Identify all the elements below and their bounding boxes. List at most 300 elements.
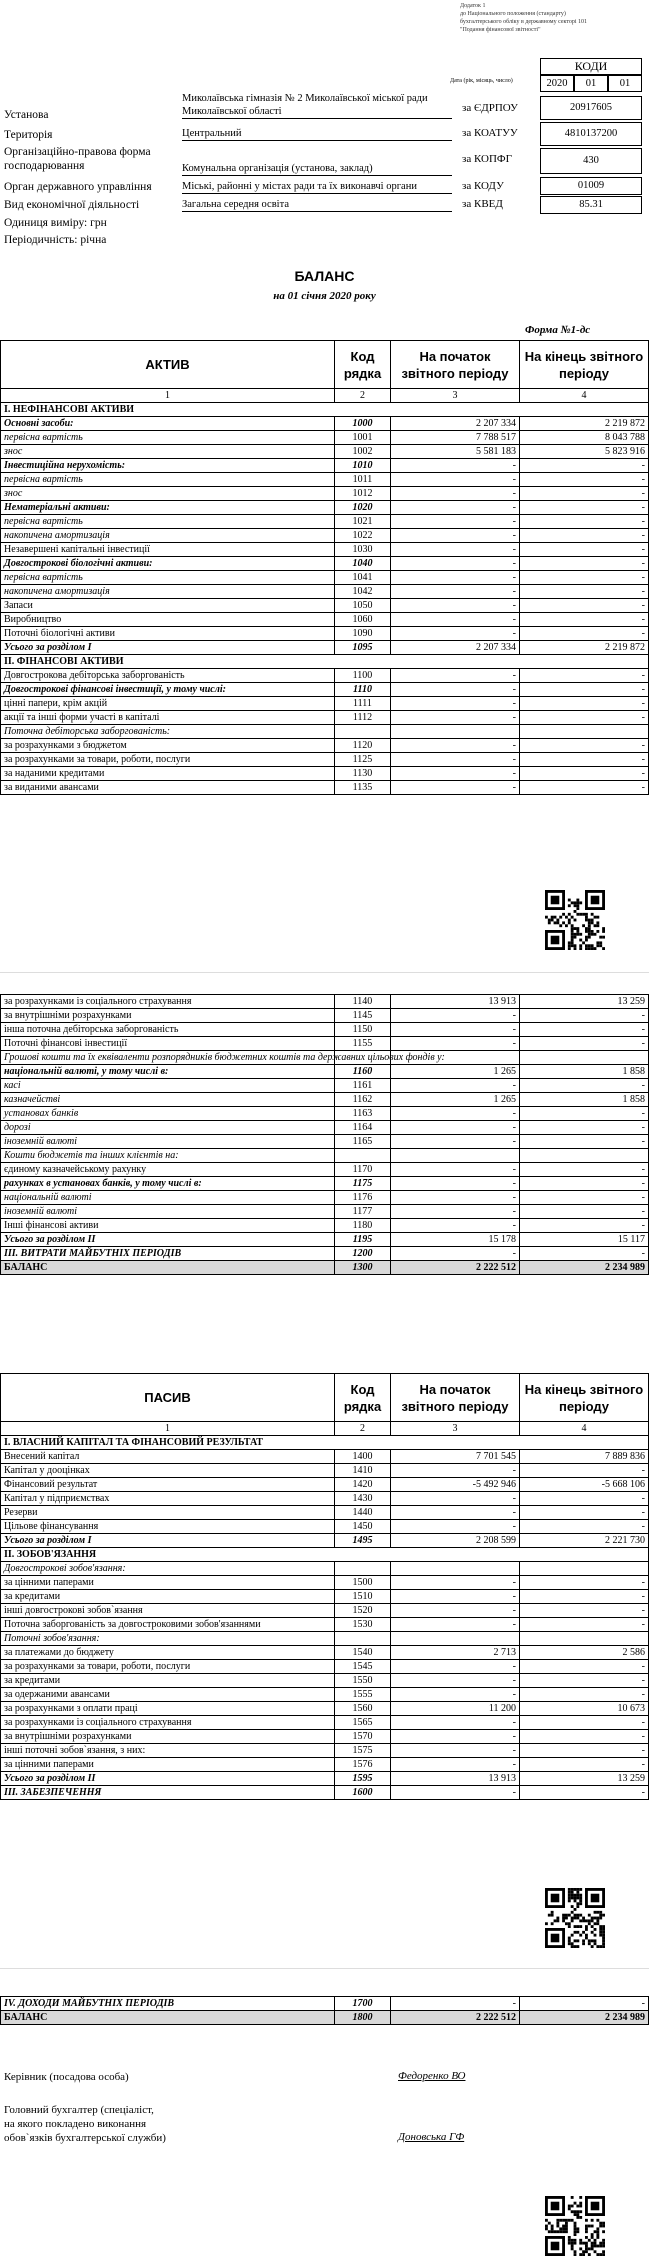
row-start-value: - xyxy=(391,1121,520,1135)
table-row xyxy=(1,1107,649,1121)
table-row xyxy=(1,995,649,1009)
row-end-value: - xyxy=(520,1191,649,1205)
row-name: за розрахунками з бюджетом xyxy=(1,739,335,753)
row-start-value: 7 701 545 xyxy=(391,1450,520,1464)
row-end-value: 2 586 xyxy=(520,1646,649,1660)
row-code: 1420 xyxy=(335,1478,391,1492)
table-row xyxy=(1,1646,649,1660)
table-row xyxy=(1,1492,649,1506)
table-row xyxy=(1,613,649,627)
table-row xyxy=(1,1618,649,1632)
kopfg-code: 430 xyxy=(540,148,642,174)
row-name: Запаси xyxy=(1,599,335,613)
row-end-value: - xyxy=(520,739,649,753)
row-start-value: - xyxy=(391,1023,520,1037)
table-row xyxy=(1,1093,649,1107)
row-code: 1012 xyxy=(335,487,391,501)
row-start-value: 2 207 334 xyxy=(391,417,520,431)
row-code: 1111 xyxy=(335,697,391,711)
row-code: 1450 xyxy=(335,1520,391,1534)
row-end-value: - xyxy=(520,459,649,473)
row-end-value: 8 043 788 xyxy=(520,431,649,445)
col-index: 1 xyxy=(1,1422,335,1436)
row-name: Поточні фінансові інвестиції xyxy=(1,1037,335,1051)
row-name: Усього за розділом II xyxy=(1,1772,335,1786)
row-start-value: - xyxy=(391,1590,520,1604)
table-row xyxy=(1,1121,649,1135)
row-code: 1200 xyxy=(335,1247,391,1261)
table-row xyxy=(1,1702,649,1716)
row-name: Резерви xyxy=(1,1506,335,1520)
table-row xyxy=(1,683,649,697)
page-separator xyxy=(0,1968,649,1969)
row-start-value: - xyxy=(391,1604,520,1618)
row-code: 1555 xyxy=(335,1688,391,1702)
territory-value: Центральний xyxy=(182,127,452,141)
row-name: Інші фінансові активи xyxy=(1,1219,335,1233)
row-name: I. ВЛАСНИЙ КАПІТАЛ ТА ФІНАНСОВИЙ РЕЗУЛЬТАТ xyxy=(1,1436,649,1450)
row-code: 1160 xyxy=(335,1065,391,1079)
date-day: 01 xyxy=(608,75,642,92)
table-row xyxy=(1,1037,649,1051)
row-code: 1520 xyxy=(335,1604,391,1618)
row-end-value: 1 858 xyxy=(520,1093,649,1107)
row-name: за кредитами xyxy=(1,1590,335,1604)
row-name: Капітал у дооцінках xyxy=(1,1464,335,1478)
row-start-value: - xyxy=(391,1997,520,2011)
table-row xyxy=(1,1051,649,1065)
row-name: Виробництво xyxy=(1,613,335,627)
row-code: 1510 xyxy=(335,1590,391,1604)
row-end-value: - xyxy=(520,1023,649,1037)
row-start-value: 5 581 183 xyxy=(391,445,520,459)
table-row xyxy=(1,1191,649,1205)
row-code: 1030 xyxy=(335,543,391,557)
col-start: На початок звітного періоду xyxy=(391,1374,520,1422)
row-start-value xyxy=(391,1562,520,1576)
table-row xyxy=(1,1436,649,1450)
row-name: за розрахунками за товари, роботи, послуги xyxy=(1,1660,335,1674)
pasiv-table xyxy=(0,1373,649,1800)
table-row xyxy=(1,1464,649,1478)
row-start-value: - xyxy=(391,459,520,473)
table-row xyxy=(1,1772,649,1786)
row-code: 1011 xyxy=(335,473,391,487)
row-start-value: - xyxy=(391,1219,520,1233)
row-start-value: - xyxy=(391,1758,520,1772)
koatuu-label: за КОАТУУ xyxy=(462,127,518,139)
row-start-value: - xyxy=(391,1506,520,1520)
table-row xyxy=(1,1744,649,1758)
row-end-value xyxy=(520,1149,649,1163)
row-end-value: - xyxy=(520,1520,649,1534)
table-row xyxy=(1,1149,649,1163)
row-code: 1545 xyxy=(335,1660,391,1674)
org-label: Установа xyxy=(4,109,49,121)
kopfg-label-code: за КОПФГ xyxy=(462,153,512,165)
table-row xyxy=(1,1997,649,2011)
table-row xyxy=(1,445,649,459)
edrpou-label: за ЄДРПОУ xyxy=(462,102,518,114)
row-code: 1700 xyxy=(335,1997,391,2011)
kopfg-value: Комунальна організація (установа, заклад) xyxy=(182,162,452,176)
row-end-value: 13 259 xyxy=(520,1772,649,1786)
row-name: БАЛАНС xyxy=(1,1261,335,1275)
row-start-value: - xyxy=(391,1674,520,1688)
row-name: Капітал у підприємствах xyxy=(1,1492,335,1506)
row-start-value: 1 265 xyxy=(391,1093,520,1107)
table-row xyxy=(1,403,649,417)
row-end-value: - xyxy=(520,1506,649,1520)
row-end-value: - xyxy=(520,1576,649,1590)
table-row xyxy=(1,1478,649,1492)
row-end-value: 2 234 989 xyxy=(520,2011,649,2025)
row-name: за наданими кредитами xyxy=(1,767,335,781)
head-name: Федоренко ВО xyxy=(398,2070,466,2082)
row-end-value: - xyxy=(520,1618,649,1632)
row-code: 1400 xyxy=(335,1450,391,1464)
row-code xyxy=(335,1632,391,1646)
row-start-value: 15 178 xyxy=(391,1233,520,1247)
row-code: 1165 xyxy=(335,1135,391,1149)
qr-code-icon xyxy=(545,1888,605,1954)
col-index: 3 xyxy=(391,389,520,403)
row-end-value: - xyxy=(520,683,649,697)
row-name: Фінансовий результат xyxy=(1,1478,335,1492)
row-code: 1100 xyxy=(335,669,391,683)
date-month: 01 xyxy=(574,75,608,92)
row-code: 1060 xyxy=(335,613,391,627)
row-start-value: - xyxy=(391,1191,520,1205)
row-end-value: - xyxy=(520,1590,649,1604)
row-name: Поточна дебіторська заборгованість: xyxy=(1,725,335,739)
row-code: 1010 xyxy=(335,459,391,473)
row-code: 1140 xyxy=(335,995,391,1009)
row-name: за виданими авансами xyxy=(1,781,335,795)
row-code: 1595 xyxy=(335,1772,391,1786)
row-end-value: - xyxy=(520,669,649,683)
row-code: 1530 xyxy=(335,1618,391,1632)
row-end-value: - xyxy=(520,1758,649,1772)
row-end-value: 13 259 xyxy=(520,995,649,1009)
row-name: за внутрішніми розрахунками xyxy=(1,1730,335,1744)
row-code: 1050 xyxy=(335,599,391,613)
table-row xyxy=(1,459,649,473)
accountant-label: Головний бухгалтер (спеціаліст, на якого покладено виконання обов`язків бухгалтерської служби) xyxy=(4,2104,166,2144)
row-end-value: - xyxy=(520,1247,649,1261)
table-row xyxy=(1,1548,649,1562)
row-code: 1495 xyxy=(335,1534,391,1548)
table-row xyxy=(1,1632,649,1646)
row-start-value xyxy=(391,1149,520,1163)
row-start-value: - xyxy=(391,1009,520,1023)
row-end-value: - xyxy=(520,613,649,627)
row-code: 1001 xyxy=(335,431,391,445)
table-row xyxy=(1,655,649,669)
row-name: Усього за розділом II xyxy=(1,1233,335,1247)
row-name: касі xyxy=(1,1079,335,1093)
row-start-value: - xyxy=(391,1247,520,1261)
row-name: Цільове фінансування xyxy=(1,1520,335,1534)
row-name: іноземній валюті xyxy=(1,1205,335,1219)
row-name: III. ВИТРАТИ МАЙБУТНІХ ПЕРІОДІВ xyxy=(1,1247,335,1261)
row-name: іноземній валюті xyxy=(1,1135,335,1149)
row-end-value: - xyxy=(520,473,649,487)
row-start-value: - xyxy=(391,1730,520,1744)
row-end-value: - xyxy=(520,529,649,543)
table-row xyxy=(1,1163,649,1177)
row-end-value: -5 668 106 xyxy=(520,1478,649,1492)
row-code: 1195 xyxy=(335,1233,391,1247)
row-code: 1022 xyxy=(335,529,391,543)
kodu-label-code: за КОДУ xyxy=(462,180,504,192)
table-row xyxy=(1,1023,649,1037)
row-code: 1170 xyxy=(335,1163,391,1177)
row-start-value: - xyxy=(391,1660,520,1674)
kopfg-label: Організаційно-правова форма господарювання xyxy=(4,146,151,172)
row-code: 1040 xyxy=(335,557,391,571)
row-end-value: 2 219 872 xyxy=(520,641,649,655)
col-pasiv: ПАСИВ xyxy=(1,1374,335,1422)
row-code: 1021 xyxy=(335,515,391,529)
row-name: знос xyxy=(1,487,335,501)
row-code: 1440 xyxy=(335,1506,391,1520)
row-code: 1550 xyxy=(335,1674,391,1688)
table-row xyxy=(1,1079,649,1093)
row-code: 1600 xyxy=(335,1786,391,1800)
row-start-value: - xyxy=(391,669,520,683)
row-code: 1163 xyxy=(335,1107,391,1121)
row-code: 1145 xyxy=(335,1009,391,1023)
row-name: інші довгострокові зобов`язання xyxy=(1,1604,335,1618)
row-start-value: - xyxy=(391,711,520,725)
row-end-value: - xyxy=(520,1107,649,1121)
row-name: за внутрішніми розрахунками xyxy=(1,1009,335,1023)
row-code: 1560 xyxy=(335,1702,391,1716)
row-end-value: - xyxy=(520,1037,649,1051)
row-start-value: - xyxy=(391,753,520,767)
row-start-value: - xyxy=(391,1037,520,1051)
row-name: за цінними паперами xyxy=(1,1758,335,1772)
row-code: 1800 xyxy=(335,2011,391,2025)
table-row xyxy=(1,767,649,781)
page-subtitle: на 01 січня 2020 року xyxy=(273,290,376,302)
row-start-value: - xyxy=(391,585,520,599)
row-end-value: - xyxy=(520,1716,649,1730)
col-index: 2 xyxy=(335,389,391,403)
table-row xyxy=(1,1009,649,1023)
row-start-value xyxy=(391,725,520,739)
row-start-value: - xyxy=(391,1716,520,1730)
table-row xyxy=(1,1758,649,1772)
row-code: 1540 xyxy=(335,1646,391,1660)
row-start-value: - xyxy=(391,1163,520,1177)
row-name: Усього за розділом I xyxy=(1,641,335,655)
edrpou-code: 20917605 xyxy=(540,96,642,120)
row-end-value: - xyxy=(520,1079,649,1093)
row-code: 1042 xyxy=(335,585,391,599)
koatuu-code: 4810137200 xyxy=(540,122,642,146)
row-start-value: - xyxy=(391,697,520,711)
row-start-value: 2 222 512 xyxy=(391,2011,520,2025)
row-code: 1150 xyxy=(335,1023,391,1037)
row-start-value: - xyxy=(391,1205,520,1219)
row-end-value: - xyxy=(520,557,649,571)
row-code: 1112 xyxy=(335,711,391,725)
row-name: акції та інші форми участі в капіталі xyxy=(1,711,335,725)
row-name: інші поточні зобов`язання, з них: xyxy=(1,1744,335,1758)
row-name: установах банків xyxy=(1,1107,335,1121)
col-code: Код рядка xyxy=(335,1374,391,1422)
row-code: 1576 xyxy=(335,1758,391,1772)
codes-title: КОДИ xyxy=(540,58,642,75)
row-start-value: - xyxy=(391,1688,520,1702)
table-row xyxy=(1,711,649,725)
row-name: за одержаними авансами xyxy=(1,1688,335,1702)
table-row xyxy=(1,473,649,487)
table-row xyxy=(1,1135,649,1149)
col-end: На кінець звітного періоду xyxy=(520,1374,649,1422)
row-end-value: 2 234 989 xyxy=(520,1261,649,1275)
row-name: інша поточна дебіторська заборгованість xyxy=(1,1023,335,1037)
row-code: 1565 xyxy=(335,1716,391,1730)
table-row xyxy=(1,1576,649,1590)
row-code: 1430 xyxy=(335,1492,391,1506)
col-start: На початок звітного періоду xyxy=(391,341,520,389)
qr-code-icon xyxy=(545,890,605,956)
row-end-value: - xyxy=(520,1786,649,1800)
table-row xyxy=(1,753,649,767)
qr-code-icon xyxy=(545,890,605,956)
row-name: III. ЗАБЕЗПЕЧЕННЯ xyxy=(1,1786,335,1800)
table-row xyxy=(1,543,649,557)
col-aktiv: АКТИВ xyxy=(1,341,335,389)
row-name: за розрахунками з оплати праці xyxy=(1,1702,335,1716)
row-start-value: - xyxy=(391,487,520,501)
row-end-value: - xyxy=(520,501,649,515)
row-end-value: - xyxy=(520,781,649,795)
row-start-value: -5 492 946 xyxy=(391,1478,520,1492)
row-end-value: 7 889 836 xyxy=(520,1450,649,1464)
row-start-value: 2 713 xyxy=(391,1646,520,1660)
row-start-value: - xyxy=(391,683,520,697)
row-name: Кошти бюджетів та інших клієнтів на: xyxy=(1,1149,335,1163)
kved-label: Вид економічної діяльності xyxy=(4,199,140,211)
page-title: БАЛАНС xyxy=(294,268,355,284)
row-end-value: - xyxy=(520,1688,649,1702)
row-end-value: - xyxy=(520,1135,649,1149)
row-end-value: - xyxy=(520,767,649,781)
row-start-value: 2 208 599 xyxy=(391,1534,520,1548)
row-name: рахунках в установах банків, у тому числі в: xyxy=(1,1177,335,1191)
row-end-value: - xyxy=(520,487,649,501)
row-name: за розрахунками за товари, роботи, послуги xyxy=(1,753,335,767)
row-end-value: 5 823 916 xyxy=(520,445,649,459)
table-row xyxy=(1,1562,649,1576)
col-code: Код рядка xyxy=(335,341,391,389)
col-index: 4 xyxy=(520,389,649,403)
table-row xyxy=(1,1450,649,1464)
row-name: II. ФІНАНСОВІ АКТИВИ xyxy=(1,655,649,669)
row-name: дорозі xyxy=(1,1121,335,1135)
row-start-value: - xyxy=(391,543,520,557)
row-name: первісна вартість xyxy=(1,473,335,487)
row-name: Поточна заборгованість за довгостроковими зобов'язаннями xyxy=(1,1618,335,1632)
row-end-value: - xyxy=(520,1177,649,1191)
head-label: Керівник (посадова особа) xyxy=(4,2071,129,2083)
row-start-value: - xyxy=(391,501,520,515)
row-end-value: - xyxy=(520,1674,649,1688)
row-start-value: - xyxy=(391,739,520,753)
col-index: 4 xyxy=(520,1422,649,1436)
row-name: БАЛАНС xyxy=(1,2011,335,2025)
kodu-label: Орган державного управління xyxy=(4,181,152,193)
row-name: єдиному казначейському рахунку xyxy=(1,1163,335,1177)
table-row xyxy=(1,1205,649,1219)
row-start-value: - xyxy=(391,1744,520,1758)
row-code: 1570 xyxy=(335,1730,391,1744)
row-code: 1162 xyxy=(335,1093,391,1107)
row-name: первісна вартість xyxy=(1,431,335,445)
table-row xyxy=(1,1660,649,1674)
row-start-value: - xyxy=(391,1177,520,1191)
page-separator xyxy=(0,972,649,973)
table-row xyxy=(1,1674,649,1688)
row-code: 1155 xyxy=(335,1037,391,1051)
table-row xyxy=(1,599,649,613)
row-code: 1095 xyxy=(335,641,391,655)
row-end-value: - xyxy=(520,1492,649,1506)
table-row xyxy=(1,417,649,431)
kved-code: 85.31 xyxy=(540,196,642,214)
col-end: На кінець звітного періоду xyxy=(520,341,649,389)
row-name: за розрахунками із соціального страхування xyxy=(1,1716,335,1730)
row-code: 1041 xyxy=(335,571,391,585)
row-end-value: - xyxy=(520,599,649,613)
row-start-value: 11 200 xyxy=(391,1702,520,1716)
qr-code-icon xyxy=(545,2196,605,2262)
table-row xyxy=(1,781,649,795)
row-start-value: - xyxy=(391,1576,520,1590)
row-name: Інвестиційна нерухомість: xyxy=(1,459,335,473)
row-start-value: - xyxy=(391,1464,520,1478)
row-end-value: - xyxy=(520,711,649,725)
row-end-value: - xyxy=(520,1464,649,1478)
row-name: накопичена амортизація xyxy=(1,529,335,543)
row-name: первісна вартість xyxy=(1,515,335,529)
table-row xyxy=(1,1247,649,1261)
row-end-value: - xyxy=(520,753,649,767)
date-year: 2020 xyxy=(540,75,574,92)
row-name: казначействі xyxy=(1,1093,335,1107)
table-row xyxy=(1,1688,649,1702)
row-end-value: 1 858 xyxy=(520,1065,649,1079)
table-row xyxy=(1,487,649,501)
table-row xyxy=(1,1534,649,1548)
row-code: 1410 xyxy=(335,1464,391,1478)
row-end-value: - xyxy=(520,1660,649,1674)
row-end-value: - xyxy=(520,543,649,557)
table-row xyxy=(1,501,649,515)
row-name: Поточні зобов'язання: xyxy=(1,1632,335,1646)
row-start-value: 2 222 512 xyxy=(391,1261,520,1275)
row-code: 1130 xyxy=(335,767,391,781)
row-name: Основні засоби: xyxy=(1,417,335,431)
table-row xyxy=(1,697,649,711)
row-name: національній валюті xyxy=(1,1191,335,1205)
qr-code-icon xyxy=(545,1888,605,1954)
row-end-value xyxy=(520,1562,649,1576)
